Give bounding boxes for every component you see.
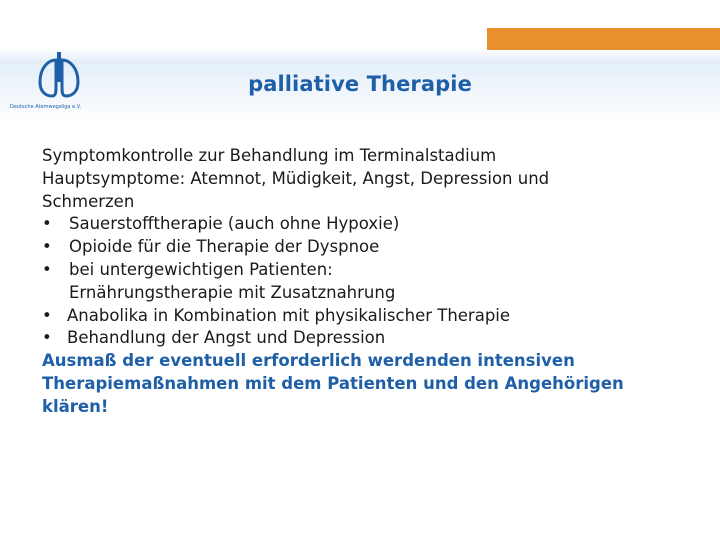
lungs-logo-icon [34,52,84,100]
bullet-icon: • [42,214,52,234]
bullet-continuation: Ernährungstherapie mit Zusatznahrung [69,282,396,302]
bullet-item [42,236,682,259]
bullet-item [42,213,682,236]
text-line: Schmerzen [42,191,135,211]
bullet-item [42,327,682,350]
text-line: Symptomkontrolle zur Behandlung im Terminalstadium [42,146,497,165]
closing-statement: Therapiemaßnahmen mit dem Patienten und den Angehörigen [42,373,624,393]
bullet-item [42,305,682,328]
bullet-text: Sauerstofftherapie (auch ohne Hypoxie) [69,214,400,234]
slide-title: palliative Therapie [248,72,472,96]
bullet-icon: • [42,328,52,348]
logo [10,52,110,114]
bullet-icon: • [42,259,52,279]
bullet-icon: • [42,305,52,325]
slide-content [42,145,682,419]
bullet-text: Opioide für die Therapie der Dyspnoe [69,237,380,257]
bullet-text: Anabolika in Kombination mit physikalischer Therapie [67,305,511,325]
closing-statement: Ausmaß der eventuell erforderlich werdenden intensiven [42,351,575,371]
accent-bar [487,28,720,50]
bullet-text: bei untergewichtigen Patienten: [69,259,333,279]
bullet-text: Behandlung der Angst und Depression [67,328,386,348]
bullet-icon: • [42,237,52,257]
text-line: Hauptsymptome: Atemnot, Müdigkeit, Angst, Depression und [42,168,550,188]
closing-statement: klären! [42,396,109,416]
logo-text: Deutsche Atemwegsliga e.V. [10,104,82,110]
bullet-item [42,259,682,282]
